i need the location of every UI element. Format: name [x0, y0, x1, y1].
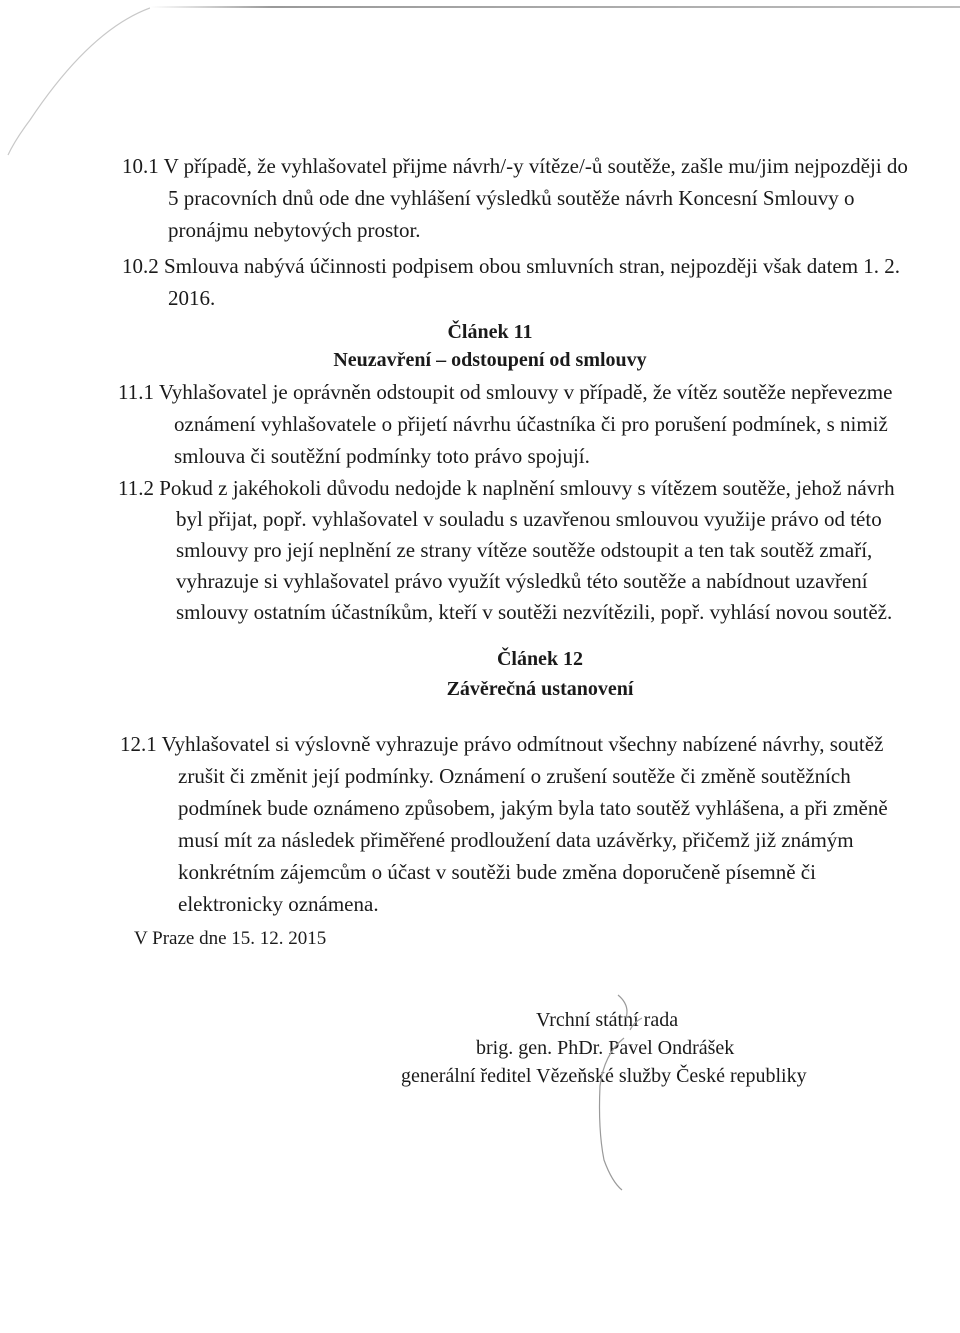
paragraph-line: [118, 473, 928, 504]
paragraph-line: byl přijat, popř. vyhlašovatel v souladu s uzavřenou smlouvou využije právo od této: [176, 507, 882, 531]
paragraph-number: 10.2: [122, 254, 159, 278]
place-date: V Praze dne 15. 12. 2015: [134, 928, 327, 949]
paragraph-11-1: [118, 376, 928, 472]
paragraph-line: musí mít za následek přiměřené prodloužení data uzávěrky, přičemž již známým: [178, 828, 854, 852]
paragraph-text: Pokud z jakéhokoli důvodu nedojde k naplnění smlouvy s vítězem soutěže, jehož návrh: [159, 476, 895, 500]
paragraph-line: [118, 376, 928, 408]
paragraph-line: 5 pracovních dnů ode dne vyhlášení výsledků soutěže návrh Koncesní Smlouvy o: [168, 186, 855, 210]
paragraph-line: smlouvy ostatním účastníkům, kteří v soutěži nezvítězili, popř. vyhlásí novou soutěž.: [176, 600, 893, 624]
paragraph-text: Smlouva nabývá účinnosti podpisem obou smluvních stran, nejpozději však datem 1. 2.: [164, 254, 901, 278]
paragraph-text: V případě, že vyhlašovatel přijme návrh/-y vítěze/-ů soutěže, zašle mu/jim nejpozději do: [163, 154, 908, 178]
scan-edge-line: [150, 6, 960, 8]
paragraph-line: vyhrazuje si vyhlašovatel právo využít výsledků této soutěže a nabídnout uzavření: [176, 569, 868, 593]
paragraph-number: 11.1: [118, 380, 154, 404]
article-11-heading: Článek 11: [447, 321, 533, 343]
signature-mark: [560, 990, 670, 1200]
paragraph-line: 2016.: [168, 286, 216, 310]
paragraph-12-1: [120, 728, 920, 920]
paragraph-text: Vyhlašovatel je oprávněn odstoupit od smlouvy v případě, že vítěz soutěže nepřevezme: [158, 380, 893, 404]
scan-corner-mark: [0, 0, 150, 160]
paragraph-number: 12.1: [120, 732, 157, 756]
signatory-name: brig. gen. PhDr. Pavel Ondrášek: [476, 1037, 735, 1059]
signatory-rank: Vrchní státní rada: [536, 1009, 679, 1031]
paragraph-10-2: [122, 250, 922, 314]
paragraph-line: podmínek bude oznámeno způsobem, jakým byla tato soutěž vyhlášena, a při změně: [178, 796, 888, 820]
paragraph-number: 11.2: [118, 476, 154, 500]
paragraph-11-2: [118, 473, 928, 628]
paragraph-line: smlouvy pro její neplnění ze strany vítěze soutěže odstoupit a ten tak soutěž zmaří,: [176, 538, 873, 562]
paragraph-line: pronájmu nebytových prostor.: [168, 218, 421, 242]
paragraph-text: Vyhlašovatel si výslovně vyhrazuje právo odmítnout všechny nabízené návrhy, soutěž: [161, 732, 884, 756]
paragraph-line: konkrétním zájemcům o účast v soutěži bude změna doporučeně písemně či: [178, 860, 816, 884]
paragraph-number: 10.1: [122, 154, 159, 178]
paragraph-line: smlouva či soutěžní podmínky toto právo spojují.: [174, 444, 590, 468]
article-11-subheading: Neuzavření – odstoupení od smlouvy: [333, 349, 647, 371]
paragraph-10-1: [122, 150, 922, 246]
paragraph-line: [122, 250, 922, 282]
article-12-subheading: Závěrečná ustanovení: [446, 678, 634, 700]
paragraph-line: elektronicky oznámena.: [178, 892, 379, 916]
article-12-heading: Článek 12: [496, 648, 584, 670]
paragraph-line: [122, 150, 922, 182]
paragraph-line: oznámení vyhlašovatele o přijetí návrhu účastníka či pro porušení podmínek, s nimiž: [174, 412, 888, 436]
paragraph-line: zrušit či změnit její podmínky. Oznámení o zrušení soutěže či změně soutěžních: [178, 764, 851, 788]
paragraph-line: [120, 728, 920, 760]
signatory-role: generální ředitel Vězeňské služby České republiky: [401, 1065, 807, 1087]
